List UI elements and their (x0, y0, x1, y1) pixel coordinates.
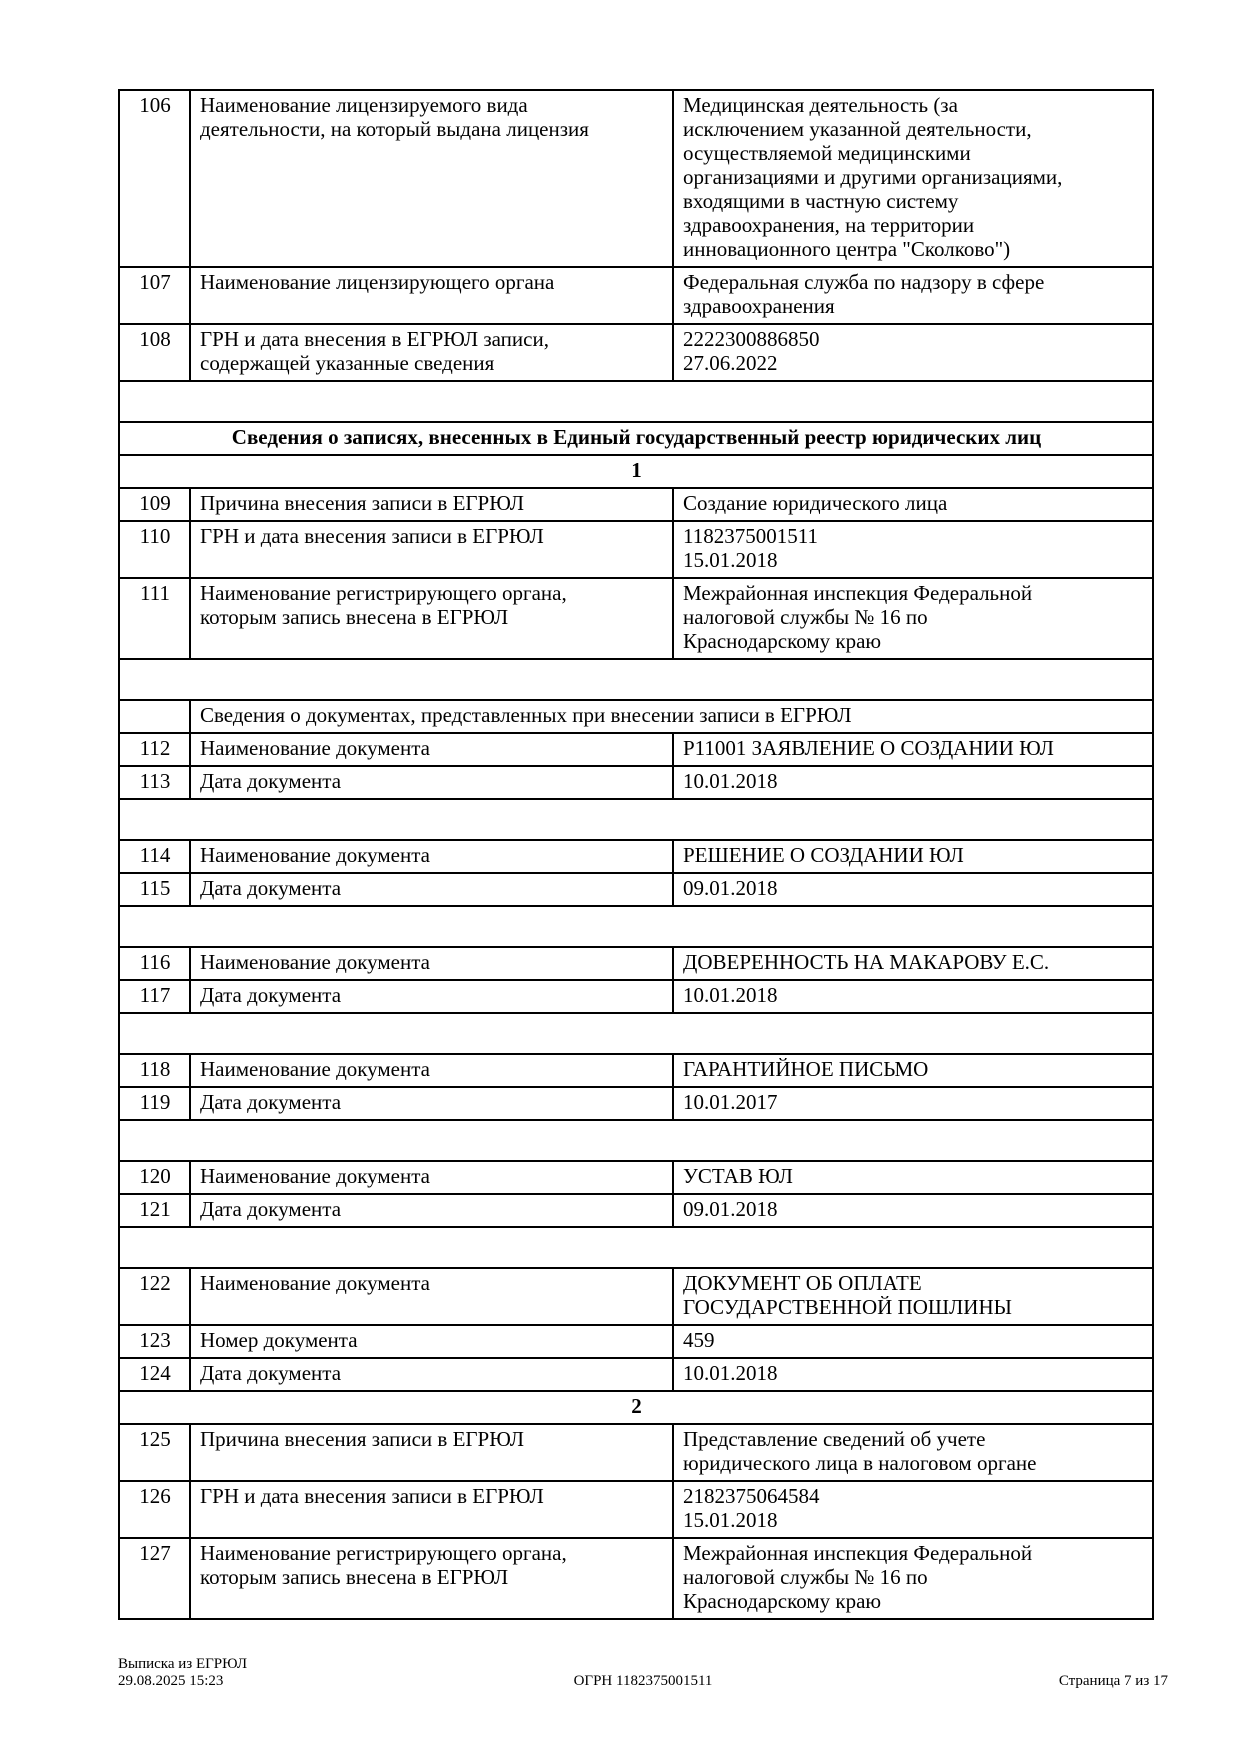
row-number-cell (119, 1087, 190, 1120)
text-line: 1 (631, 458, 642, 482)
field-label-cell (190, 1194, 673, 1227)
text-line: Создание юридического лица (683, 491, 948, 515)
row-number-cell (119, 733, 190, 766)
record-group-number-cell (119, 1391, 1153, 1424)
field-label-cell (190, 1538, 673, 1619)
field-label-cell (190, 840, 673, 873)
field-value-cell (673, 90, 1153, 267)
text-line: 107 (139, 270, 171, 294)
field-label-cell (190, 267, 673, 324)
table-row-112 (119, 733, 1153, 766)
text-line: Дата документа (200, 1361, 342, 1385)
field-label-cell (190, 873, 673, 906)
table-row-109 (119, 488, 1153, 521)
field-label-cell (190, 1481, 673, 1538)
row-number-cell (119, 324, 190, 381)
text-line: ГАРАНТИЙНОЕ ПИСЬМО (683, 1057, 929, 1081)
text-line: РЕШЕНИЕ О СОЗДАНИИ ЮЛ (683, 843, 964, 867)
table-row-115 (119, 873, 1153, 906)
table-row-record-group-1 (119, 455, 1153, 488)
text-line: содержащей указанные сведения (200, 351, 495, 375)
text-line: 1182375001511 (683, 524, 818, 548)
text-line: Медицинская деятельность (за (683, 93, 958, 117)
row-number-cell (119, 700, 190, 733)
field-label-cell (190, 90, 673, 267)
row-number-cell (119, 947, 190, 980)
text-line: Краснодарскому краю (683, 1589, 882, 1613)
table-row-spacer (119, 1013, 1153, 1054)
row-number-cell (119, 578, 190, 659)
spacer-cell (119, 1227, 1153, 1268)
text-line: исключением указанной деятельности, (683, 117, 1032, 141)
field-label-cell (190, 1268, 673, 1325)
text-line: 119 (139, 1090, 171, 1114)
table-row-spacer (119, 659, 1153, 700)
spacer-cell (119, 659, 1153, 700)
row-number-cell (119, 488, 190, 521)
table-row-spacer (119, 799, 1153, 840)
text-line: 123 (139, 1328, 171, 1352)
field-value-cell (673, 267, 1153, 324)
table-row-121 (119, 1194, 1153, 1227)
egrul-table (118, 89, 1154, 1620)
text-line: налоговой службы № 16 по (683, 1565, 928, 1589)
field-label-cell (190, 1325, 673, 1358)
row-number-cell (119, 873, 190, 906)
table-row-116 (119, 947, 1153, 980)
field-value-cell (673, 521, 1153, 578)
text-line: 108 (139, 327, 171, 351)
subsection-header-cell (190, 700, 1153, 733)
text-line: налоговой службы № 16 по (683, 605, 928, 629)
row-number-cell (119, 1194, 190, 1227)
table-row-section-header (119, 422, 1153, 455)
row-number-cell (119, 1268, 190, 1325)
field-value-cell (673, 947, 1153, 980)
spacer-cell (119, 906, 1153, 947)
text-line: 10.01.2018 (683, 769, 778, 793)
field-label-cell (190, 324, 673, 381)
text-line: 122 (139, 1271, 171, 1295)
table-row-122 (119, 1268, 1153, 1325)
text-line: 115 (139, 876, 171, 900)
text-line: Дата документа (200, 876, 342, 900)
field-value-cell (673, 1424, 1153, 1481)
field-label-cell (190, 733, 673, 766)
record-group-number-cell (119, 455, 1153, 488)
text-line: Межрайонная инспекция Федеральной (683, 581, 1033, 605)
text-line: Наименование документа (200, 1164, 430, 1188)
field-value-cell (673, 1325, 1153, 1358)
field-label-cell (190, 1054, 673, 1087)
table-row-111 (119, 578, 1153, 659)
text-line: 459 (683, 1328, 715, 1352)
field-value-cell (673, 733, 1153, 766)
text-line: 127 (139, 1541, 171, 1565)
field-value-cell (673, 1481, 1153, 1538)
text-line: Причина внесения записи в ЕГРЮЛ (200, 491, 525, 515)
field-value-cell (673, 324, 1153, 381)
table-row-spacer (119, 1120, 1153, 1161)
text-line: Наименование документа (200, 736, 430, 760)
text-line: Наименование лицензирующего органа (200, 270, 555, 294)
text-line: Наименование документа (200, 843, 430, 867)
field-label-cell (190, 1161, 673, 1194)
spacer-cell (119, 799, 1153, 840)
text-line: Сведения о документах, представленных при внесении записи в ЕГРЮЛ (200, 703, 852, 727)
text-line: ГОСУДАРСТВЕННОЙ ПОШЛИНЫ (683, 1295, 1012, 1319)
text-line: здравоохранения, на территории (683, 213, 975, 237)
table-row-119 (119, 1087, 1153, 1120)
row-number-cell (119, 521, 190, 578)
table-row-110 (119, 521, 1153, 578)
text-line: Сведения о записях, внесенных в Единый государственный реестр юридических лиц (231, 425, 1042, 449)
row-number-cell (119, 980, 190, 1013)
table-row-120 (119, 1161, 1153, 1194)
footer-left-block (118, 1656, 468, 1690)
field-value-cell (673, 1087, 1153, 1120)
text-line: которым запись внесена в ЕГРЮЛ (200, 1565, 509, 1589)
text-line: Наименование документа (200, 1057, 430, 1081)
footer-page-number: Страница 7 из 17 (1058, 1673, 1168, 1689)
table-row-125 (119, 1424, 1153, 1481)
row-number-cell (119, 1538, 190, 1619)
field-label-cell (190, 521, 673, 578)
table-row-123 (119, 1325, 1153, 1358)
text-line: 09.01.2018 (683, 1197, 778, 1221)
text-line: 121 (139, 1197, 171, 1221)
table-row-spacer (119, 906, 1153, 947)
footer-ogrn: ОГРН 1182375001511 (573, 1673, 713, 1689)
spacer-cell (119, 1013, 1153, 1054)
field-value-cell (673, 1161, 1153, 1194)
text-line: Причина внесения записи в ЕГРЮЛ (200, 1427, 525, 1451)
table-row-127 (119, 1538, 1153, 1619)
text-line: ГРН и дата внесения записи в ЕГРЮЛ (200, 524, 544, 548)
section-header-cell (119, 422, 1153, 455)
text-line: 117 (139, 983, 171, 1007)
table-row-spacer (119, 1227, 1153, 1268)
text-line: 111 (140, 581, 170, 605)
text-line: Наименование документа (200, 950, 430, 974)
text-line: организациями и другими организациями, (683, 165, 1063, 189)
text-line: Наименование регистрирующего органа, (200, 1541, 567, 1565)
text-line: 116 (139, 950, 171, 974)
text-line: 15.01.2018 (683, 548, 778, 572)
text-line: юридического лица в налоговом органе (683, 1451, 1037, 1475)
field-value-cell (673, 1268, 1153, 1325)
text-line: инновационного центра "Сколково") (683, 237, 1011, 261)
field-label-cell (190, 488, 673, 521)
text-line: 15.01.2018 (683, 1508, 778, 1532)
row-number-cell (119, 267, 190, 324)
page-footer (118, 1656, 1168, 1690)
row-number-cell (119, 1424, 190, 1481)
text-line: 118 (139, 1057, 171, 1081)
table-row-126 (119, 1481, 1153, 1538)
text-line: 113 (139, 769, 171, 793)
text-line: осуществляемой медицинскими (683, 141, 971, 165)
field-value-cell (673, 1538, 1153, 1619)
table-row-record-group-2 (119, 1391, 1153, 1424)
text-line: которым запись внесена в ЕГРЮЛ (200, 605, 509, 629)
field-value-cell (673, 980, 1153, 1013)
row-number-cell (119, 840, 190, 873)
field-label-cell (190, 980, 673, 1013)
text-line: Дата документа (200, 1090, 342, 1114)
footer-doc-title: Выписка из ЕГРЮЛ (118, 1656, 247, 1672)
table-row-106 (119, 90, 1153, 267)
text-line: Дата документа (200, 983, 342, 1007)
text-line: 27.06.2022 (683, 351, 778, 375)
text-line: 112 (139, 736, 171, 760)
field-value-cell (673, 578, 1153, 659)
table-row-subsection-header (119, 700, 1153, 733)
text-line: 110 (139, 524, 171, 548)
text-line: ДОВЕРЕННОСТЬ НА МАКАРОВУ Е.С. (683, 950, 1050, 974)
field-label-cell (190, 947, 673, 980)
text-line: 126 (139, 1484, 171, 1508)
text-line: Наименование документа (200, 1271, 430, 1295)
text-line: ГРН и дата внесения записи в ЕГРЮЛ (200, 1484, 544, 1508)
row-number-cell (119, 1054, 190, 1087)
text-line: 2182375064584 (683, 1484, 820, 1508)
text-line: Наименование лицензируемого вида (200, 93, 528, 117)
text-line: Краснодарскому краю (683, 629, 882, 653)
text-line: Межрайонная инспекция Федеральной (683, 1541, 1033, 1565)
text-line: 09.01.2018 (683, 876, 778, 900)
table-row-124 (119, 1358, 1153, 1391)
field-value-cell (673, 873, 1153, 906)
text-line: Номер документа (200, 1328, 358, 1352)
table-row-spacer (119, 381, 1153, 422)
field-label-cell (190, 1087, 673, 1120)
spacer-cell (119, 381, 1153, 422)
text-line: 120 (139, 1164, 171, 1188)
row-number-cell (119, 1481, 190, 1538)
text-line: 106 (139, 93, 171, 117)
text-line: Наименование регистрирующего органа, (200, 581, 567, 605)
field-value-cell (673, 488, 1153, 521)
field-value-cell (673, 1054, 1153, 1087)
table-row-114 (119, 840, 1153, 873)
text-line: 10.01.2017 (683, 1090, 778, 1114)
text-line: здравоохранения (683, 294, 835, 318)
table-row-118 (119, 1054, 1153, 1087)
text-line: 10.01.2018 (683, 983, 778, 1007)
table-row-107 (119, 267, 1153, 324)
text-line: 2222300886850 (683, 327, 820, 351)
table-row-117 (119, 980, 1153, 1013)
row-number-cell (119, 90, 190, 267)
text-line: Дата документа (200, 769, 342, 793)
footer-timestamp: 29.08.2025 15:23 (118, 1673, 224, 1689)
text-line: ГРН и дата внесения в ЕГРЮЛ записи, (200, 327, 549, 351)
row-number-cell (119, 1325, 190, 1358)
field-value-cell (673, 766, 1153, 799)
row-number-cell (119, 766, 190, 799)
field-value-cell (673, 1194, 1153, 1227)
field-label-cell (190, 578, 673, 659)
egrul-table-body (119, 90, 1153, 1619)
field-value-cell (673, 1358, 1153, 1391)
field-label-cell (190, 766, 673, 799)
text-line: 114 (139, 843, 171, 867)
text-line: Дата документа (200, 1197, 342, 1221)
field-label-cell (190, 1424, 673, 1481)
text-line: деятельности, на который выдана лицензия (200, 117, 589, 141)
text-line: 10.01.2018 (683, 1361, 778, 1385)
row-number-cell (119, 1358, 190, 1391)
table-row-108 (119, 324, 1153, 381)
table-row-113 (119, 766, 1153, 799)
row-number-cell (119, 1161, 190, 1194)
text-line: Представление сведений об учете (683, 1427, 986, 1451)
text-line: 124 (139, 1361, 171, 1385)
spacer-cell (119, 1120, 1153, 1161)
text-line: 125 (139, 1427, 171, 1451)
text-line: УСТАВ ЮЛ (683, 1164, 793, 1188)
text-line: 2 (631, 1394, 642, 1418)
text-line: входящими в частную систему (683, 189, 959, 213)
text-line: ДОКУМЕНТ ОБ ОПЛАТЕ (683, 1271, 922, 1295)
text-line: 109 (139, 491, 171, 515)
text-line: Федеральная служба по надзору в сфере (683, 270, 1045, 294)
field-label-cell (190, 1358, 673, 1391)
text-line: Р11001 ЗАЯВЛЕНИЕ О СОЗДАНИИ ЮЛ (683, 736, 1054, 760)
field-value-cell (673, 840, 1153, 873)
